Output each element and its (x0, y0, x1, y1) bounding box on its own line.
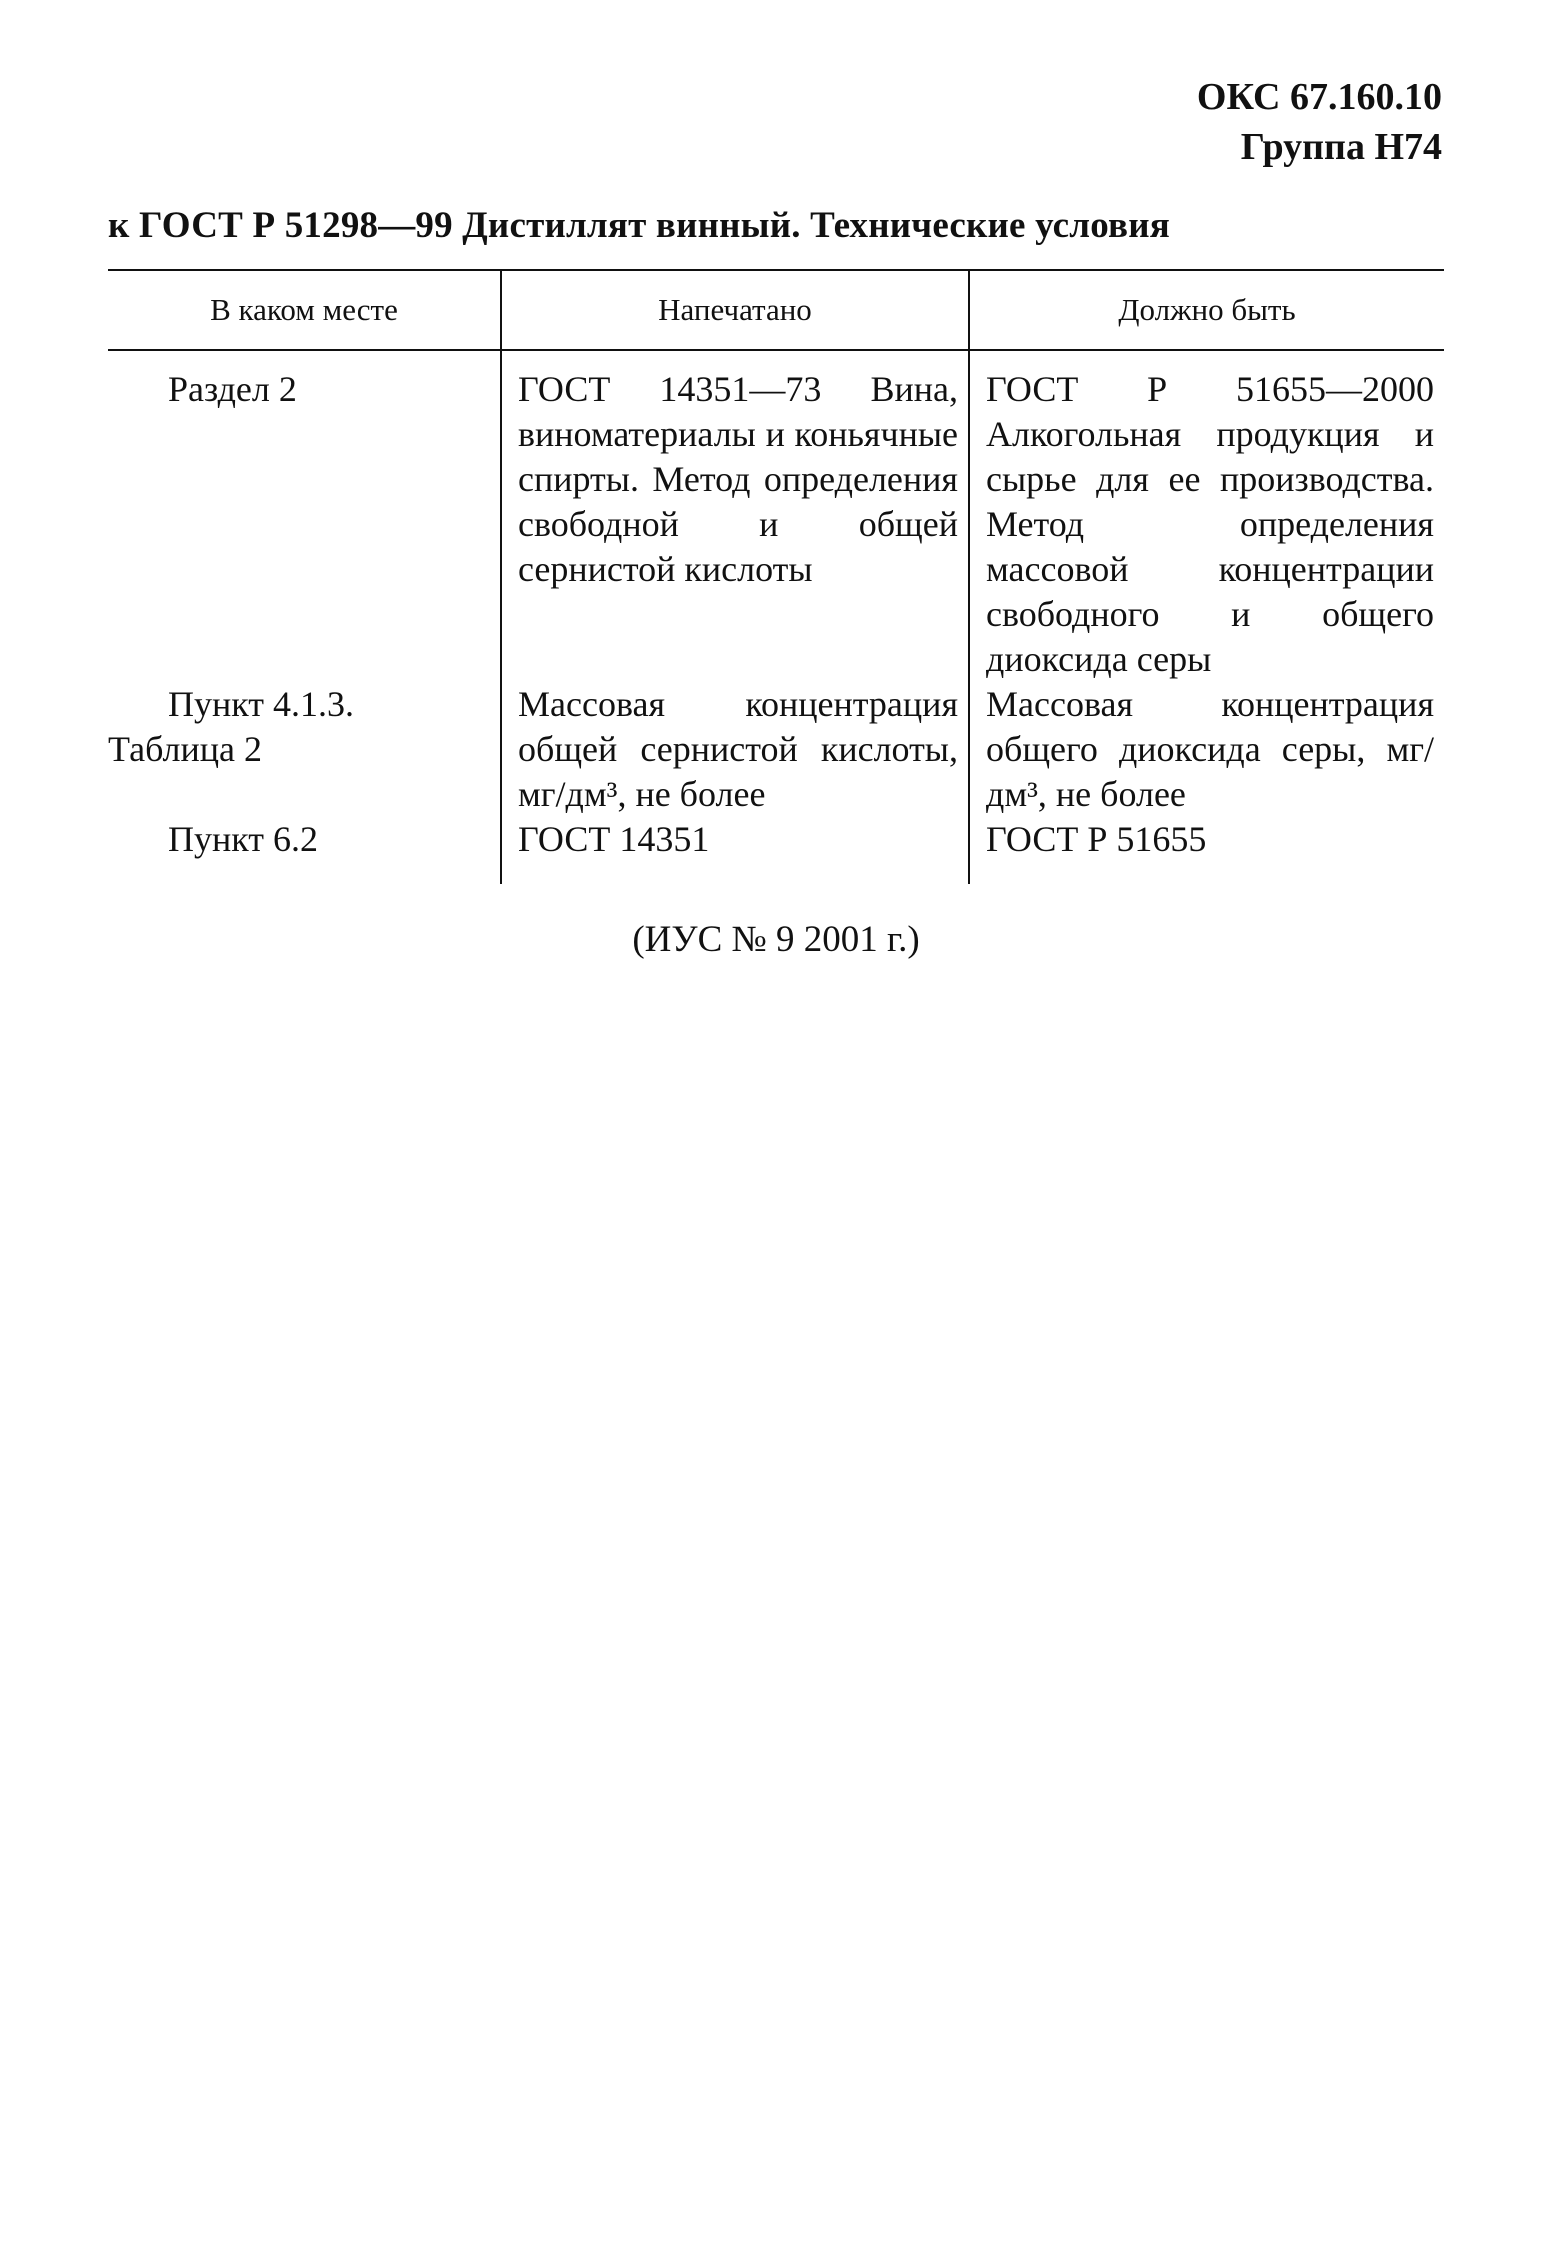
cell-should-be: ГОСТ Р 51655—2000 Алкогольная продукция и сырье для ее производства. Метод определения массовой концентрации свободного и общего диоксида серы (969, 350, 1444, 682)
table-row (108, 817, 1444, 884)
group-code: Группа Н74 (1240, 126, 1442, 168)
column-header-should-be: Должно быть (969, 270, 1444, 350)
cell-place (108, 817, 501, 884)
classification-block (1197, 72, 1442, 172)
table-row (108, 682, 1444, 817)
amendment-table (108, 269, 1444, 884)
place-text: Пункт 4.1.3. Таблица 2 (108, 684, 355, 769)
document-title: к ГОСТ Р 51298—99 Дистиллят винный. Технические условия (108, 205, 1170, 246)
cell-should-be: Массовая концентрация общего диоксида серы, мг/дм³, не более (969, 682, 1444, 817)
cell-place (108, 682, 501, 817)
cell-printed: ГОСТ 14351—73 Вина, виноматериалы и коньячные спирты. Метод определения свободной и общей сернистой кислоты (501, 350, 969, 682)
table-header-row (108, 270, 1444, 350)
place-text: Раздел 2 (168, 369, 297, 409)
column-header-place: В каком месте (108, 270, 501, 350)
cell-printed: ГОСТ 14351 (501, 817, 969, 884)
place-text: Пункт 6.2 (168, 819, 319, 859)
publication-reference: (ИУС № 9 2001 г.) (632, 919, 920, 960)
oks-code: ОКС 67.160.10 (1196, 76, 1442, 118)
cell-should-be: ГОСТ Р 51655 (969, 817, 1444, 884)
table-row (108, 350, 1444, 682)
column-header-printed: Напечатано (501, 270, 969, 350)
cell-printed: Массовая концентрация общей сернистой кислоты, мг/дм³, не более (501, 682, 969, 817)
cell-place (108, 350, 501, 682)
